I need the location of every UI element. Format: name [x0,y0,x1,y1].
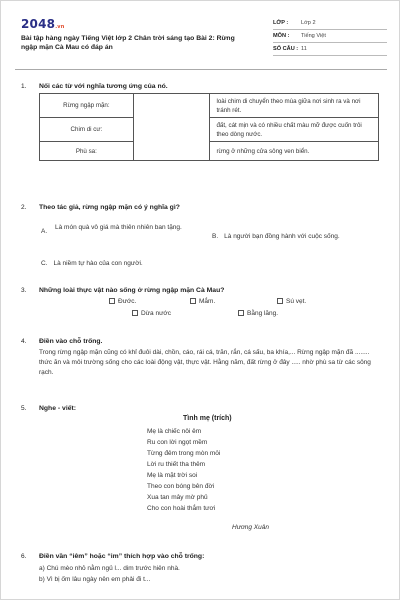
poem-line: Mẹ là chiếc nôi êm [147,428,202,435]
choice-bang-lang[interactable]: Bằng lăng. [238,310,278,317]
question-title: Điền vào chỗ trống. [39,338,103,345]
header [15,14,387,64]
meta-class: LỚP : Lớp 2 [273,17,387,30]
option-c[interactable]: C. Là niềm tự hào của con người. [41,260,143,267]
header-divider [15,69,387,70]
match-space[interactable] [133,94,210,161]
option-b[interactable]: B. Là người bạn đồng hành với cuộc sống. [212,233,340,240]
meta-subject: MÔN : Tiếng Việt [273,30,387,43]
poem-title: Tình mẹ (trích) [183,415,232,422]
table-row: Rừng ngập mặn: loài chim di chuyển theo mùa giữa nơi sinh ra và nơi tránh rét. [40,94,379,118]
doc-title: Bài tập hàng ngày Tiếng Việt lớp 2 Chân trời sáng tạo Bài 2: Rừng ngập mặn Cà Mau có đáp án [21,35,235,51]
option-a[interactable]: A. [41,228,48,235]
option-a-text: Là món quà vô giá mà thiên nhiên ban tặng. [55,224,182,231]
question-title: Điền vần “iêm” hoặc “im” thích hợp vào chỗ trống: [39,553,205,560]
poem-line: Lời ru thiết tha thêm [147,461,206,468]
question-title: Những loài thực vật nào sống ở rừng ngập mặn Cà Mau? [39,287,225,294]
meta-info [273,17,387,56]
poem-line: Ru con lời ngọt mềm [147,439,208,446]
fill-item-a[interactable]: a) Chú mèo nhỏ nằm ngủ l... dim trước hiên nhà. [39,565,180,572]
fill-in-paragraph: Trong rừng ngập mặn cũng có khỉ đuôi dài, chồn, cáo, rái cá, trăn, rắn, cá sấu, ba khía,... Rừng ngập mặn đã ........ thức ăn và môi trường sống cho các loài động vật, thực vật. Hằng năm, đất rừng ở đây ..... nhờ phù sa từ các sông rạch. [39,349,371,376]
question-title: Nối các từ với nghĩa tương ứng của nó. [39,83,168,90]
choice-duoc[interactable]: Đước. [109,298,136,305]
matching-table [39,93,379,161]
question-title: Theo tác giả, rừng ngập mặn có ý nghĩa gì? [39,204,180,211]
poem-line: Cho con hoài thắm tươi [147,505,216,512]
poem-line: Theo con bóng bên đời [147,483,215,490]
poem [147,426,327,514]
site-logo[interactable]: 2048.vn [21,17,65,31]
question-title: Nghe - viết: [39,405,77,412]
meta-count: SỐ CÂU : 11 [273,43,387,56]
checkbox-icon[interactable] [109,298,115,304]
poem-line: Xua tan mây mờ phủ [147,494,208,501]
choice-mam[interactable]: Mắm. [190,298,215,305]
worksheet-page: 2048.vn Bài tập hàng ngày Tiếng Việt lớp 2 Chân trời sáng tạo Bài 2: Rừng ngập mặn Cà Mau có đáp án LỚP : Lớp 2 MÔN : Tiếng Việt SỐ CÂU : 11 1. Nối các từ với nghĩa tương ứng của nó. Rừng ngập mặn: loài chim di chuyển theo mùa giữa nơi sinh ra và nơi tránh rét. Chim di cư: đất, cát mịn và có nhiều chất màu mỡ được cuốn trôi theo dòng nước. Phù sa: rừng ở những cửa sông ven biển. 2. Theo tác giả, rừng ngập mặn có ý nghĩa gì? A. Là món quà vô giá mà thiên nhiên ban tặng. B. Là người bạn đồng hành với cuộc sống. C. Là niềm tự hào của con người. 3. Những loài thực vật nào sống ở rừng ngập mặn Cà Mau? Đước. Mắm. Sú vẹt. Dừa nước Bằng lăng. 4. Điền vào chỗ trống. Trong rừng ngập mặn cũng có khỉ đuôi dài, chồn, cáo, rái cá, trăn, rắn, cá sấu, ba khía,... Rừng ngập mặn đã ........ thức ăn và môi trường sống cho các loài động vật, thực vật. Hằng năm, đất rừng ở đây ..... nhờ phù sa từ các sông rạch. 5. Nghe - viết: Tình mẹ (trích) Mẹ là chiếc nôi êm Ru con lời ngọt mềm Từng đêm trong mòn mỏi Lời ru thiết tha thêm Mẹ là mặt trời soi Theo con bóng bên đời Xua tan mây mờ phủ Cho con hoài thắm tươi Hương Xuân 6. Điền vần “iêm” hoặc “im” thích hợp vào chỗ trống: a) Chú mèo nhỏ nằm ngủ l... dim trước hiên nhà. b) Vì bị ốm lâu ngày nên em phải đi t... [0,0,400,600]
checkbox-icon[interactable] [238,310,244,316]
checkbox-icon[interactable] [277,298,283,304]
poem-author: Hương Xuân [232,524,269,531]
fill-item-b[interactable]: b) Vì bị ốm lâu ngày nên em phải đi t... [39,576,151,583]
poem-line: Từng đêm trong mòn mỏi [147,450,221,457]
choice-dua-nuoc[interactable]: Dừa nước [132,310,171,317]
choice-su-vet[interactable]: Sú vẹt. [277,298,306,305]
poem-line: Mẹ là mặt trời soi [147,472,198,479]
checkbox-icon[interactable] [190,298,196,304]
checkbox-icon[interactable] [132,310,138,316]
table-row: Phù sa: rừng ở những cửa sông ven biển. [40,142,379,161]
table-row: Chim di cư: đất, cát mịn và có nhiều chất màu mỡ được cuốn trôi theo dòng nước. [40,118,379,142]
